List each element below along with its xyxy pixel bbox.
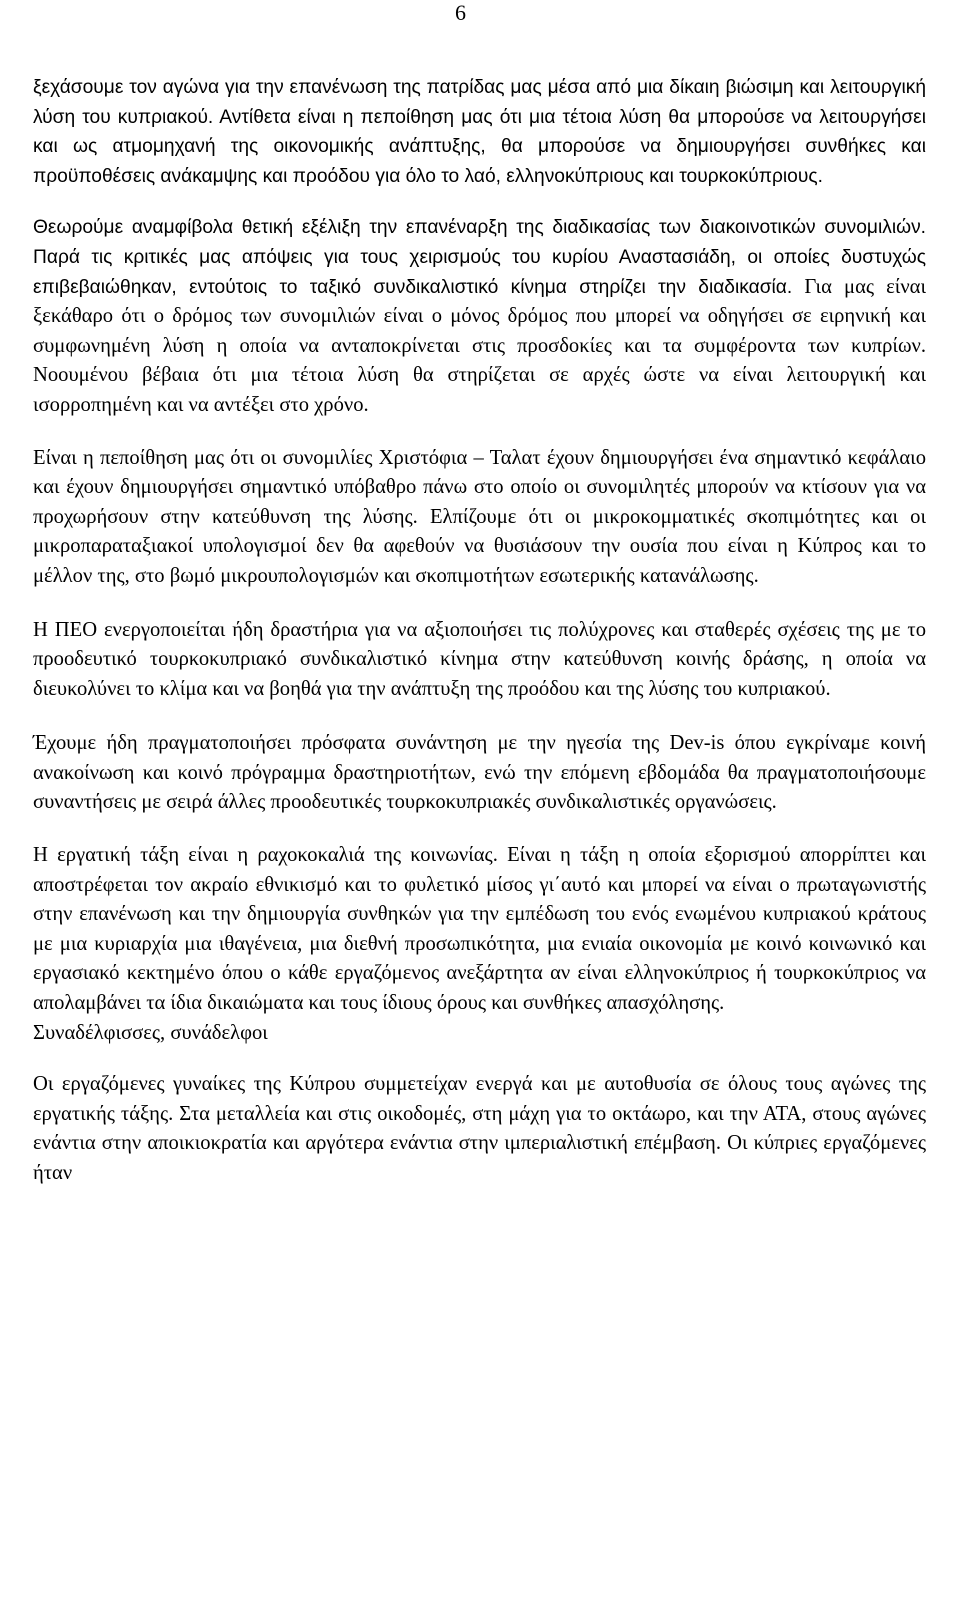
paragraph-peo: Η ΠΕΟ ενεργοποιείται ήδη δραστήρια για να αξιοποιήσει τις πολύχρονες και σταθερές σχέσεις της με το προοδευτικό τουρκοκυπριακό συνδικαλιστικό κίνημα στην κατεύθυνση κοινής δράσης, η οποία να διευκολύνει το κλίμα και να βοηθά για την ανάπτυξη της προόδου και της λύσης του κυπριακού. [33, 618, 926, 700]
paragraph-working-class: Η εργατική τάξη είναι η ραχοκοκαλιά της κοινωνίας. Είναι η τάξη η οποία εξορισμού απορρίπτει και αποστρέφεται τον ακραίο εθνικισμό και το φυλετικό μίσος γι΄αυτό και μπορεί να είναι ο πρωταγωνιστής στην επανένωση και την δημιουργία συνθηκών για την εμπέδωση του ενός ενωμένου κυπριακού κράτους με μια κυριαρχία μια ιθαγένεια, μια διεθνή προσωπικότητα, μια ενιαία οικονομία με κοινό κοινωνικό και εργασιακό κεκτημένο όπου ο κάθε εργαζόμενος ανεξάρτητα αν είναι ελληνοκύπριος ή τουρκοκύπριος να απολαμβάνει τα ίδια δικαιώματα και τους ίδιους όρους και συνθήκες απασχόλησης. [33, 844, 926, 1015]
paragraph-christofias-talat: Είναι η πεποίθηση μας ότι οι συνομιλίες Χριστόφια – Ταλατ έχουν δημιουργήσει ένα σημαντικό κεφάλαιο και έχουν δημιουργήσει σημαντικό υπόβαθρο πάνω στο οποίο οι συνομιλητές μπορούν να κτίσουν για να προχωρήσουν στην κατεύθυνση της λύσης. Ελπίζουμε ότι οι μικροκομματικές σκοπιμότητες και οι μικροπαραταξιακοί υπολογισμοί δεν θα αφεθούν να θυσιάσουν την ουσία που είναι η Κύπρος και το μέλλον της, στο βωμό μικρουπολογισμών και σκοπιμοτήτων εσωτερικής κατανάλωσης. [33, 446, 926, 587]
section-heading: Συναδέλφισσες, συνάδελφοι [33, 1021, 268, 1044]
paragraph-solution: ξεχάσουμε τον αγώνα για την επανένωση της πατρίδας μας μέσα από μια δίκαιη βιώσιμη και λειτουργική λύση του κυπριακού. Αντίθετα είναι η πεποίθηση μας ότι μια τέτοια λύση θα μπορούσε να λειτουργήσει και ως ατμομηχανή της οικονομικής ανάπτυξης, θα μπορούσε να δημιουργήσει συνθήκες και προϋποθέσεις ανάκαμψης και προόδου για όλο το λαό, ελληνοκύπριους και τουρκοκύπριους. [33, 77, 926, 187]
paragraph-talks [33, 213, 926, 420]
document-body [33, 73, 926, 1189]
paragraph-dev-is: Έχουμε ήδη πραγματοποιήσει πρόσφατα συνάντηση με την ηγεσία της Dev-is όπου εγκρίναμε κοινή ανακοίνωση και κοινό πρόγραμμα δραστηριοτήτων, ενώ την επόμενη εβδομάδα θα πραγματοποιήσουμε συναντήσεις με σειρά άλλες προοδευτικές τουρκοκυπριακές συνδικαλιστικές οργανώσεις. [33, 732, 926, 814]
paragraph-talks-serif: Για μας είναι ξεκάθαρο ότι ο δρόμος των συνομιλιών είναι ο μόνος δρόμος που μπορεί να οδηγήσει σε ειρηνική και συμφωνημένη λύση η οποία να ανταποκρίνεται στις προσδοκίες και τα συμφέροντα των κυπρίων. Νοουμένου βέβαια ότι μια τέτοια λύση θα στηρίζεται σε αρχές ώστε να είναι λειτουργική και ισορροπημένη και να αντέξει στο χρόνο. [33, 275, 926, 416]
paragraph-talks-sans: Θεωρούμε αναμφίβολα θετική εξέλιξη την επανέναρξη της διαδικασίας των διακοινοτικών συνομιλιών. Παρά τις κριτικές μας απόψεις για τους χειρισμούς του κυρίου Αναστασιάδη, οι οποίες δυστυχώς επιβεβαιώθηκαν, εντούτοις το ταξικό συνδικαλιστικό κίνημα στηρίζει την διαδικασία. [33, 217, 926, 298]
paragraph-women: Οι εργαζόμενες γυναίκες της Κύπρου συμμετείχαν ενεργά και με αυτοθυσία σε όλους τους αγώνες της εργατικής τάξης. Στα μεταλλεία και στις οικοδομές, στη μάχη για το οκτάωρο, και την ΑΤΑ, στους αγώνες ενάντια στην αποικιοκρατία και αργότερα ενάντια στην ιμπεριαλιστική επέμβαση. Οι κύπριες εργαζόμενες ήταν [33, 1073, 926, 1184]
page-number: 6 [455, 0, 466, 25]
